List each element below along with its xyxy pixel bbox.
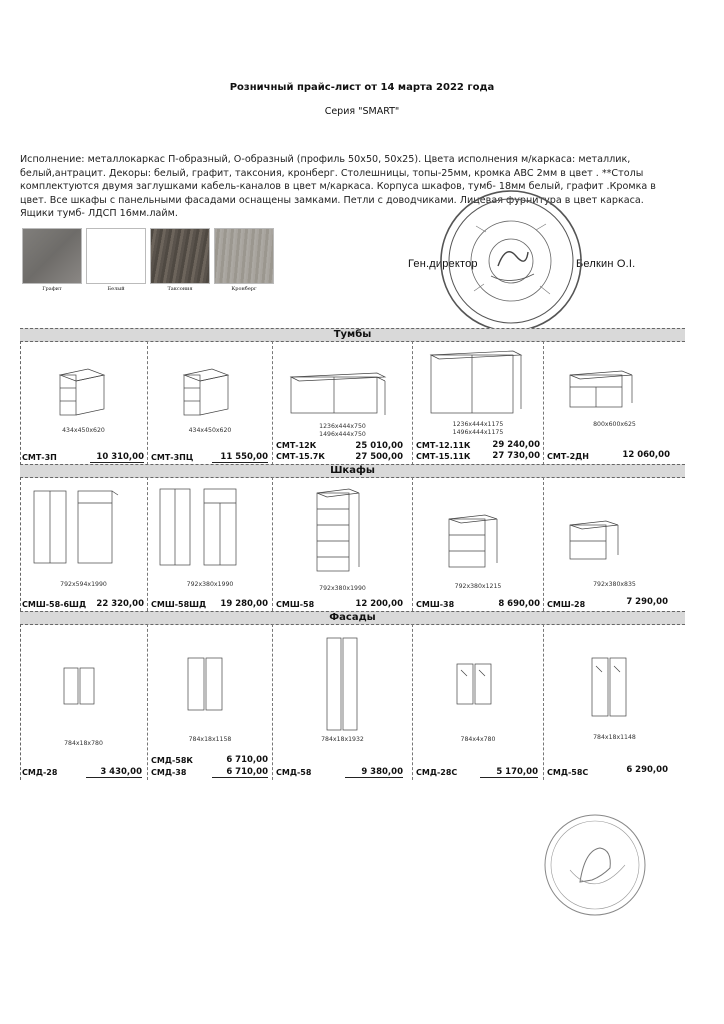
swatch-taksoniya xyxy=(150,228,210,284)
description: Исполнение: металлокаркас П-образный, О-образный (профиль 50х50, 50х25). Цвета исполнения м/каркаса: металлик, белый,антрацит. Декоры: белый, графит, таксония, кронберг. Столешницы, топы-25мм, кромка АВС 2мм в цвет . **Столы комплектуются двумя заглушками кабель-каналов в цвет м/каркаса. Корпуса шкафов, тумб- 18мм белый, графит .Кромка в цвет. Все шкафы с панельными фасадами оснащены замками. Петли с доводчиками. Лицевая фурнитура в цвет каркаса. Ящики тумб- ЛДСП 16мм.лайм. xyxy=(20,154,656,220)
swatch-grafit xyxy=(22,228,82,284)
product-price: 6 710,00 xyxy=(226,755,268,765)
door-pair-illustration xyxy=(60,664,100,708)
product-cell xyxy=(544,624,685,780)
product-code: СМД-38 xyxy=(151,768,187,777)
dimensions-label: 434x450x620 xyxy=(188,427,232,434)
product-cell xyxy=(544,341,685,465)
swatch-label: Белый xyxy=(107,286,125,292)
product-price: 22 320,00 xyxy=(96,599,144,609)
section-tumby-header: Тумбы xyxy=(20,328,685,342)
product-price: 25 010,00 xyxy=(355,441,403,451)
product-code: СМД-28 xyxy=(22,768,58,777)
dimensions-label: 792x380x1990 xyxy=(319,585,366,592)
product-price: 5 170,00 xyxy=(480,767,538,778)
dimensions-label: 792x380x835 xyxy=(593,581,636,588)
section-fasady-header: Фасады xyxy=(20,611,685,625)
bookcase-illustration xyxy=(313,483,363,575)
dimensions-label: 784x18x1932 xyxy=(321,736,364,743)
page-title: Розничный прайс-лист от 14 марта 2022 года xyxy=(229,82,495,93)
product-price: 12 060,00 xyxy=(622,450,670,460)
product-code: СМД-28С xyxy=(416,768,458,777)
product-price: 19 280,00 xyxy=(220,599,268,609)
dimensions-label: 784x18x1148 xyxy=(593,734,636,741)
swatch-label: Таксония xyxy=(167,286,193,292)
product-price: 3 430,00 xyxy=(86,767,142,778)
product-code: СМТ-15.7К xyxy=(276,452,325,461)
product-price: 7 290,00 xyxy=(626,597,668,607)
product-cell xyxy=(20,624,148,780)
product-price: 12 200,00 xyxy=(355,599,403,609)
section-shkafy-header: Шкафы xyxy=(20,464,685,478)
pedestal-lock-illustration xyxy=(176,361,236,421)
dimensions-label: 784x18x1158 xyxy=(188,736,232,743)
swatch-label: Кронберг xyxy=(231,286,257,292)
product-code: СМТ-12.11К xyxy=(416,441,471,450)
product-price: 11 550,00 xyxy=(212,452,268,463)
director-name: Белкин О.І. xyxy=(576,258,636,270)
stamp-seal-icon xyxy=(540,810,650,920)
product-code: СМТ-12К xyxy=(276,441,317,450)
product-cell xyxy=(413,624,544,780)
dimensions-label: 434x450x620 xyxy=(62,427,105,434)
sliding-cabinet-illustration xyxy=(287,367,387,417)
dimensions-label: 1496x444x750 xyxy=(319,431,366,438)
product-price: 10 310,00 xyxy=(90,452,144,463)
swatch-kronberg xyxy=(214,228,274,284)
product-price: 9 380,00 xyxy=(345,767,403,778)
dimensions-label: 792x380x1990 xyxy=(186,581,234,588)
product-code: СМТ-2ДН xyxy=(547,452,589,461)
low-bookcase-illustration xyxy=(566,517,626,563)
product-price: 6 710,00 xyxy=(212,767,268,778)
product-code: СМШ-58-6ШД xyxy=(22,600,87,609)
dimensions-label: 784x18x780 xyxy=(64,740,103,747)
product-code: СМШ-28 xyxy=(547,600,586,609)
dimensions-label: 800x600x625 xyxy=(593,421,636,428)
product-cell xyxy=(20,341,148,465)
product-code: СМШ-58 xyxy=(276,600,315,609)
product-price: 29 240,00 xyxy=(492,440,540,450)
glass-door-pair-illustration xyxy=(453,660,497,708)
dimensions-label: 1236x444x1175 xyxy=(452,421,504,428)
product-code: СМШ-38 xyxy=(416,600,455,609)
product-cell xyxy=(413,477,544,611)
mid-bookcase-illustration xyxy=(445,511,505,571)
series-title: Серия "SMART" xyxy=(324,106,400,117)
product-code: СМТ-15.11К xyxy=(416,452,471,461)
company-stamp-icon xyxy=(436,186,586,336)
product-price: 6 290,00 xyxy=(626,765,668,775)
product-price: 27 500,00 xyxy=(355,452,403,462)
swatch-belyj xyxy=(86,228,146,284)
glass-door-pair-illustration xyxy=(588,654,632,720)
wardrobe-pair-illustration xyxy=(156,483,246,567)
dimensions-label: 792x594x1990 xyxy=(60,581,107,588)
product-price: 27 730,00 xyxy=(492,451,540,461)
product-price: 8 690,00 xyxy=(498,599,540,609)
product-code: СМТ-3П xyxy=(22,453,57,462)
dimensions-label: 1236x444x750 xyxy=(319,423,366,430)
product-code: СМШ-58ШД xyxy=(151,600,207,609)
product-cell xyxy=(273,624,413,780)
dimensions-label: 784x4x780 xyxy=(460,736,496,743)
product-code: СМТ-3ПЦ xyxy=(151,453,194,462)
door-pair-illustration xyxy=(184,654,228,714)
tall-door-pair-illustration xyxy=(323,634,363,734)
wardrobe-pair-illustration xyxy=(30,485,120,565)
product-cell xyxy=(273,477,413,611)
product-code: СМД-58К xyxy=(151,756,193,765)
swatch-label: Графит xyxy=(42,286,62,292)
product-code: СМД-58С xyxy=(547,768,589,777)
product-code: СМД-58 xyxy=(276,768,312,777)
dimensions-label: 792x380x1215 xyxy=(454,583,502,590)
product-cell xyxy=(148,341,273,465)
tall-sliding-cabinet-illustration xyxy=(427,347,523,417)
mobile-pedestal-illustration xyxy=(52,361,112,421)
product-cell xyxy=(544,477,685,611)
dimensions-label: 1496x444x1175 xyxy=(452,429,504,436)
product-cell xyxy=(148,477,273,611)
product-cell xyxy=(20,477,148,611)
low-cabinet-illustration xyxy=(566,367,636,411)
director-title: Ген.директор xyxy=(408,258,478,270)
